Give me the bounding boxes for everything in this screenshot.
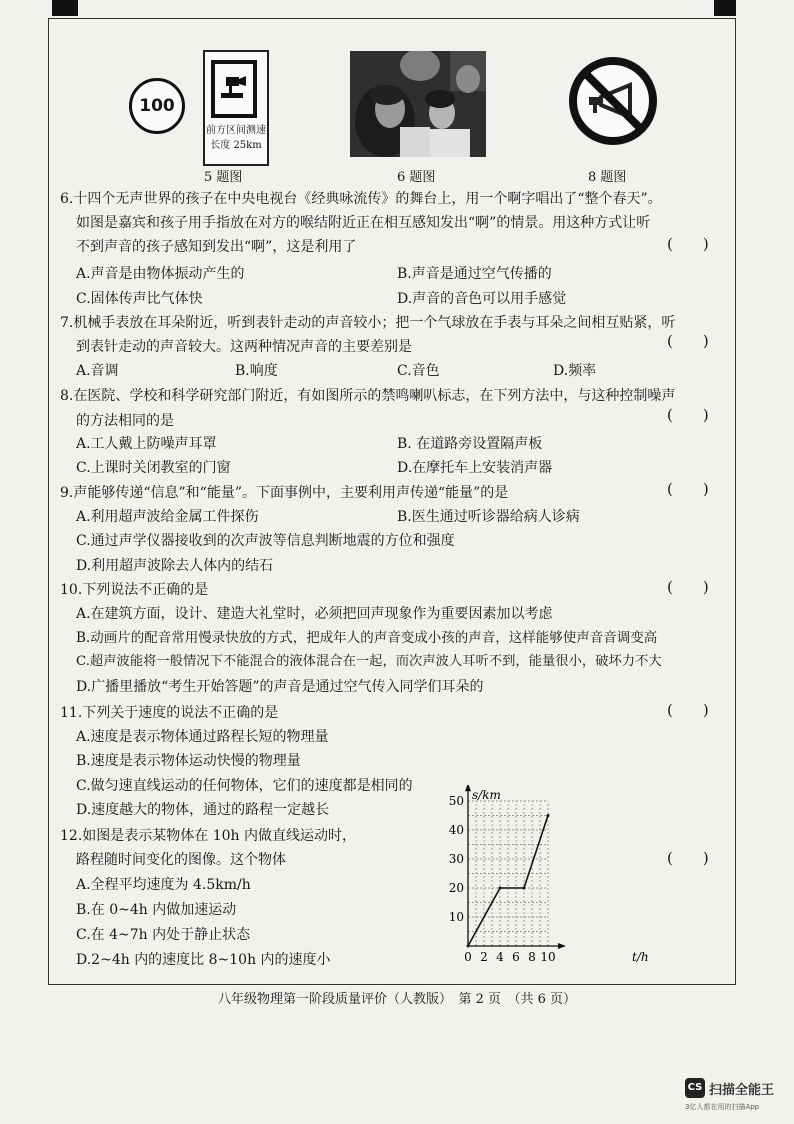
q9-stem-1: 9.声能够传递“信息”和“能量”。下面事例中，主要利用声传递“能量”的是 [60, 485, 509, 501]
sign-caption-2: 长度 25km [210, 140, 262, 151]
camera-icon [215, 64, 253, 114]
q10-option-d: D.广播里播放“考生开始答题”的声音是通过空气传入同学们耳朵的 [76, 679, 484, 695]
q7-option-d: D.频率 [553, 363, 597, 379]
x-tick-label: 2 [480, 950, 488, 964]
q9-option-a: A.利用超声波给金属工件探伤 [76, 509, 259, 525]
q7-answer-bracket[interactable]: ( ) [667, 332, 709, 350]
y-axis-arrow-icon [465, 785, 471, 791]
q6-stem-1: 6.十四个无声世界的孩子在中央电视台《经典咏流传》的舞台上，用一个啊字唱出了“整个春天”。 [60, 191, 662, 207]
q8-answer-bracket[interactable]: ( ) [667, 406, 709, 424]
chart-ticks [449, 794, 556, 964]
y-tick-label: 30 [448, 852, 464, 866]
page-footer: 八年级物理第一阶段质量评价（人教版） 第 2 页 （共 6 页） [217, 992, 577, 1007]
camera-icon-frame [211, 60, 257, 118]
q9-option-d: D.利用超声波除去人体内的结石 [76, 558, 274, 574]
q11-option-d: D.速度越大的物体，通过的路程一定越长 [76, 802, 330, 818]
q12-answer-bracket[interactable]: ( ) [667, 849, 709, 867]
photo-children-singing [350, 51, 486, 157]
q6-answer-bracket[interactable]: ( ) [667, 235, 709, 253]
q8-stem-2: 的方法相同的是 [76, 413, 174, 429]
y-tick-label: 40 [448, 823, 464, 837]
q8-option-b: B. 在道路旁设置隔声板 [397, 436, 543, 452]
chart-y-axis-label: s/km [472, 788, 501, 802]
scanner-app-name: 扫描全能王 [709, 1083, 775, 1098]
q8-option-c: C.上课时关闭教室的门窗 [76, 460, 231, 476]
q6-stem-3: 不到声音的孩子感知到发出“啊”，这是利用了 [76, 239, 357, 255]
q12-option-d: D.2~4h 内的速度比 8~10h 内的速度小 [76, 952, 331, 968]
q9-option-b: B.医生通过听诊器给病人诊病 [397, 509, 580, 525]
q11-stem-1: 11.下列关于速度的说法不正确的是 [60, 705, 279, 721]
camscanner-logo-icon: CS [685, 1078, 705, 1098]
speed-camera-sign [203, 50, 269, 166]
chart-x-axis-label: t/h [632, 950, 649, 964]
x-tick-label: 10 [540, 950, 556, 964]
series-point [467, 945, 470, 948]
q6-option-b: B.声音是通过空气传播的 [397, 266, 552, 282]
y-tick-label: 20 [448, 881, 464, 895]
q11-answer-bracket[interactable]: ( ) [667, 701, 709, 719]
q7-option-c: C.音色 [397, 363, 440, 379]
q10-option-b: B.动画片的配音常用慢录快放的方式，把成年人的声音变成小孩的声音，这样能够使声音音调变高 [76, 630, 658, 646]
distance-time-chart [440, 785, 660, 970]
q8-stem-1: 8.在医院、学校和科学研究部门附近，有如图所示的禁鸣喇叭标志，在下列方法中，与这种控制噪声 [60, 388, 676, 404]
x-axis-arrow-icon [558, 943, 566, 949]
y-tick-label: 10 [448, 910, 464, 924]
q12-stem-2: 路程随时间变化的图像。这个物体 [76, 852, 286, 868]
series-point [523, 887, 526, 890]
scan-edge-right [714, 0, 736, 16]
q7-stem-1: 7.机械手表放在耳朵附近，听到表针走动的声音较小；把一个气球放在手表与耳朵之间相互贴紧，听 [60, 315, 676, 331]
q10-option-a: A.在建筑方面，设计、建造大礼堂时，必须把回声现象作为重要因素加以考虑 [76, 606, 553, 622]
q6-option-d: D.声音的音色可以用手感觉 [397, 291, 567, 307]
fig5-label: 5 题图 [204, 170, 243, 185]
sign-caption-1: 前方区间测速 [206, 125, 266, 136]
speed-limit-sign [129, 78, 185, 134]
q12-option-b: B.在 0~4h 内做加速运动 [76, 902, 237, 918]
q10-option-c: C.超声波能将一般情况下不能混合的液体混合在一起，而次声波人耳听不到，能量很小，破坏力不大 [76, 654, 662, 669]
q7-option-b: B.响度 [235, 363, 278, 379]
q11-option-b: B.速度是表示物体运动快慢的物理量 [76, 753, 301, 769]
x-tick-label: 6 [512, 950, 520, 964]
scanner-app-tagline: 3亿人都在用的扫描App [685, 1103, 760, 1111]
q12-option-a: A.全程平均速度为 4.5km/h [76, 877, 251, 893]
q8-option-a: A.工人戴上防噪声耳罩 [76, 436, 217, 452]
q9-answer-bracket[interactable]: ( ) [667, 480, 709, 498]
x-tick-label: 8 [528, 950, 536, 964]
x-tick-label: 0 [464, 950, 472, 964]
q9-option-c: C.通过声学仪器接收到的次声波等信息判断地震的方位和强度 [76, 533, 455, 549]
q8-option-d: D.在摩托车上安装消声器 [397, 460, 553, 476]
series-point [499, 887, 502, 890]
q12-option-c: C.在 4~7h 内处于静止状态 [76, 927, 251, 943]
fig8-label: 8 题图 [588, 170, 627, 185]
series-point [547, 814, 550, 817]
q7-stem-2: 到表针走动的声音较大。这两种情况声音的主要差别是 [76, 339, 412, 355]
q12-stem-1: 12.如图是表示某物体在 10h 内做直线运动时， [60, 828, 356, 844]
speed-limit-value: 100 [139, 96, 175, 116]
q7-option-a: A.音调 [76, 363, 119, 379]
scan-edge-left [52, 0, 78, 16]
y-tick-label: 50 [448, 794, 464, 808]
q11-option-a: A.速度是表示物体通过路程长短的物理量 [76, 729, 329, 745]
q11-option-c: C.做匀速直线运动的任何物体，它们的速度都是相同的 [76, 778, 413, 794]
q10-answer-bracket[interactable]: ( ) [667, 578, 709, 596]
no-horn-sign [568, 56, 658, 150]
q10-stem-1: 10.下列说法不正确的是 [60, 582, 209, 598]
fig6-label: 6 题图 [397, 170, 436, 185]
q6-option-c: C.固体传声比气体快 [76, 291, 203, 307]
x-tick-label: 4 [496, 950, 504, 964]
q6-stem-2: 如图是嘉宾和孩子用手指放在对方的喉结附近正在相互感知发出“啊”的情景。用这种方式让听 [76, 215, 651, 231]
q6-option-a: A.声音是由物体振动产生的 [76, 266, 245, 282]
